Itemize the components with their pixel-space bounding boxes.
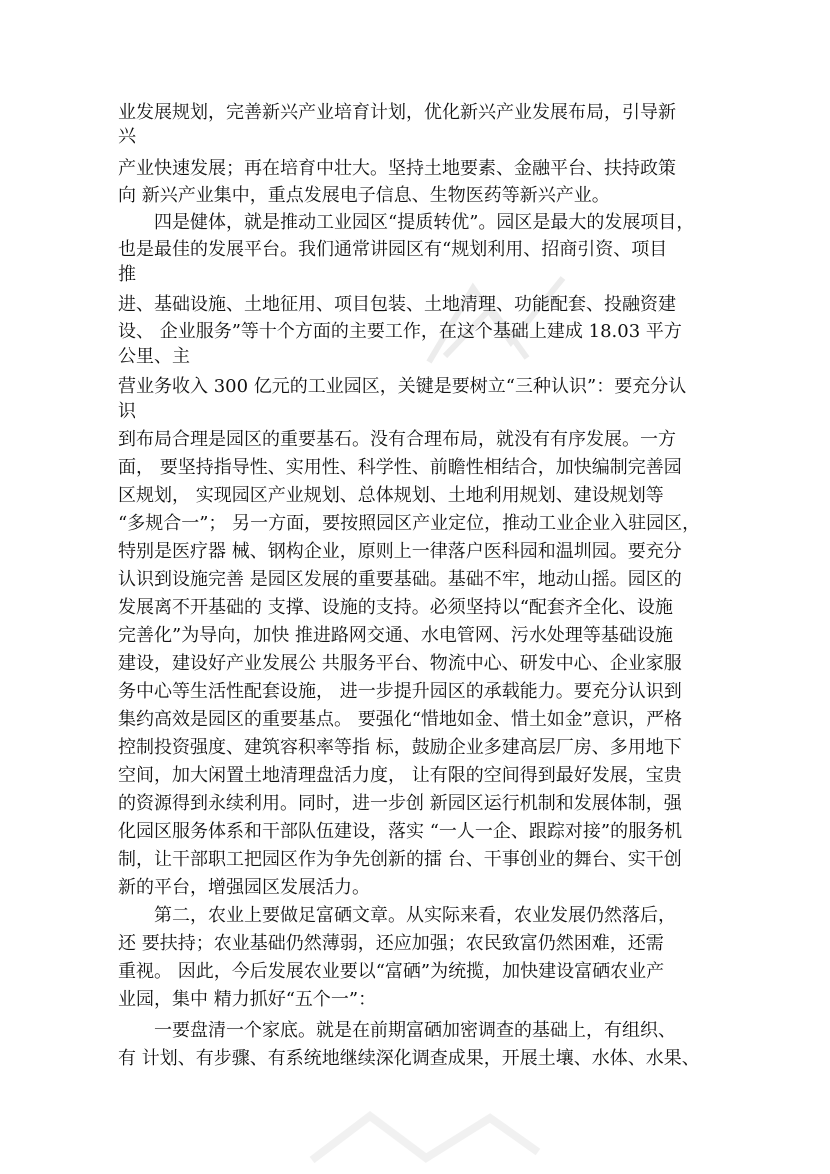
text-line: 区规划， 实现园区产业规划、总体规划、土地利用规划、建设规划等 (118, 485, 664, 506)
text-line: 重视。 因此，今后发展农业要以“富硒”为统揽，加快建设富硒农业产 (118, 961, 665, 982)
text-line: 新的平台，增强园区发展活力。 (118, 877, 370, 898)
text-line: 产业快速发展；再在培育中壮大。坚持土地要素、金融平台、扶持政策 (118, 158, 676, 179)
text-line: 空间，加大闲置土地清理盘活力度， 让有限的空间得到最好发展，宝贵 (118, 765, 682, 786)
text-line: 制，让干部职工把园区作为争先创新的擂 台、干事创业的舞台、实干创 (118, 849, 682, 870)
text-line: 识 (118, 401, 136, 422)
text-line: 认识到设施完善 是园区发展的重要基础。基础不牢，地动山摇。园区的 (118, 569, 682, 590)
bottom-watermark (300, 1108, 550, 1168)
text-line: 兴 (118, 126, 136, 147)
text-line: 推 (118, 264, 136, 285)
text-line: 也是最佳的发展平台。我们通常讲园区有“规划利用、招商引资、项目 (118, 239, 668, 260)
text-line: 到布局合理是园区的重要基石。没有合理布局，就没有有序发展。一方 (118, 429, 676, 450)
text-line: 集约高效是园区的重要基点。 要强化“惜地如金、惜土如金”意识，严格 (118, 709, 683, 730)
paragraph-start-line: 四是健体，就是推动工业园区“提质转优”。园区是最大的发展项目， (154, 212, 695, 233)
text-line: 营业务收入 300 亿元的工业园区，关键是要树立“三种认识”：要充分认 (118, 376, 687, 397)
text-line: 有 计划、有步骤、有系统地继续深化调查成果，开展土壤、水体、水果、 (118, 1048, 700, 1069)
text-line: 完善化”为导向，加快 推进路网交通、水电管网、污水处理等基础设施 (118, 625, 673, 646)
text-line: 面， 要坚持指导性、实用性、科学性、前瞻性相结合，加快编制完善园 (118, 457, 682, 478)
text-line: 向 新兴产业集中，重点发展电子信息、生物医药等新兴产业。 (118, 185, 610, 206)
text-line: 建设，建设好产业发展公 共服务平台、物流中心、研发中心、企业家服 (118, 653, 682, 674)
text-line: 业园，集中 精力抓好“五个一”： (118, 989, 377, 1010)
text-line: 设、 企业服务”等十个方面的主要工作，在这个基础上建成 18.03 平方 (118, 321, 682, 342)
text-line: 公里、主 (118, 346, 190, 367)
paragraph-start-line: 一要盘清一个家底。就是在前期富硒加密调查的基础上，有组织、 (154, 1020, 676, 1041)
text-line: 控制投资强度、建筑容积率等指 标，鼓励企业多建高层厂房、多用地下 (118, 737, 682, 758)
paragraph-start-line: 第二，农业上要做足富硒文章。从实际来看，农业发展仍然落后， (154, 905, 676, 926)
text-line: 进、基础设施、土地征用、项目包装、土地清理、功能配套、投融资建 (118, 294, 676, 315)
text-line: “多规合一”； 另一方面，要按照园区产业定位，推动工业企业入驻园区， (118, 513, 701, 534)
text-line: 务中心等生活性配套设施， 进一步提升园区的承载能力。要充分认识到 (118, 681, 682, 702)
text-line: 的资源得到永续利用。同时，进一步创 新园区运行机制和发展体制，强 (118, 793, 682, 814)
text-line: 化园区服务体系和干部队伍建设，落实 “一人一企、跟踪对接”的服务机 (118, 821, 683, 842)
text-line: 特别是医疗器 械、钢构企业，原则上一律落户医科园和温圳园。要充分 (118, 541, 682, 562)
text-line: 业发展规划，完善新兴产业培育计划，优化新兴产业发展布局，引导新 (118, 102, 676, 123)
text-line: 发展离不开基础的 支撑、设施的支持。必须坚持以“配套齐全化、设施 (118, 597, 673, 618)
text-line: 还 要扶持；农业基础仍然薄弱，还应加强；农民致富仍然困难，还需 (118, 933, 664, 954)
